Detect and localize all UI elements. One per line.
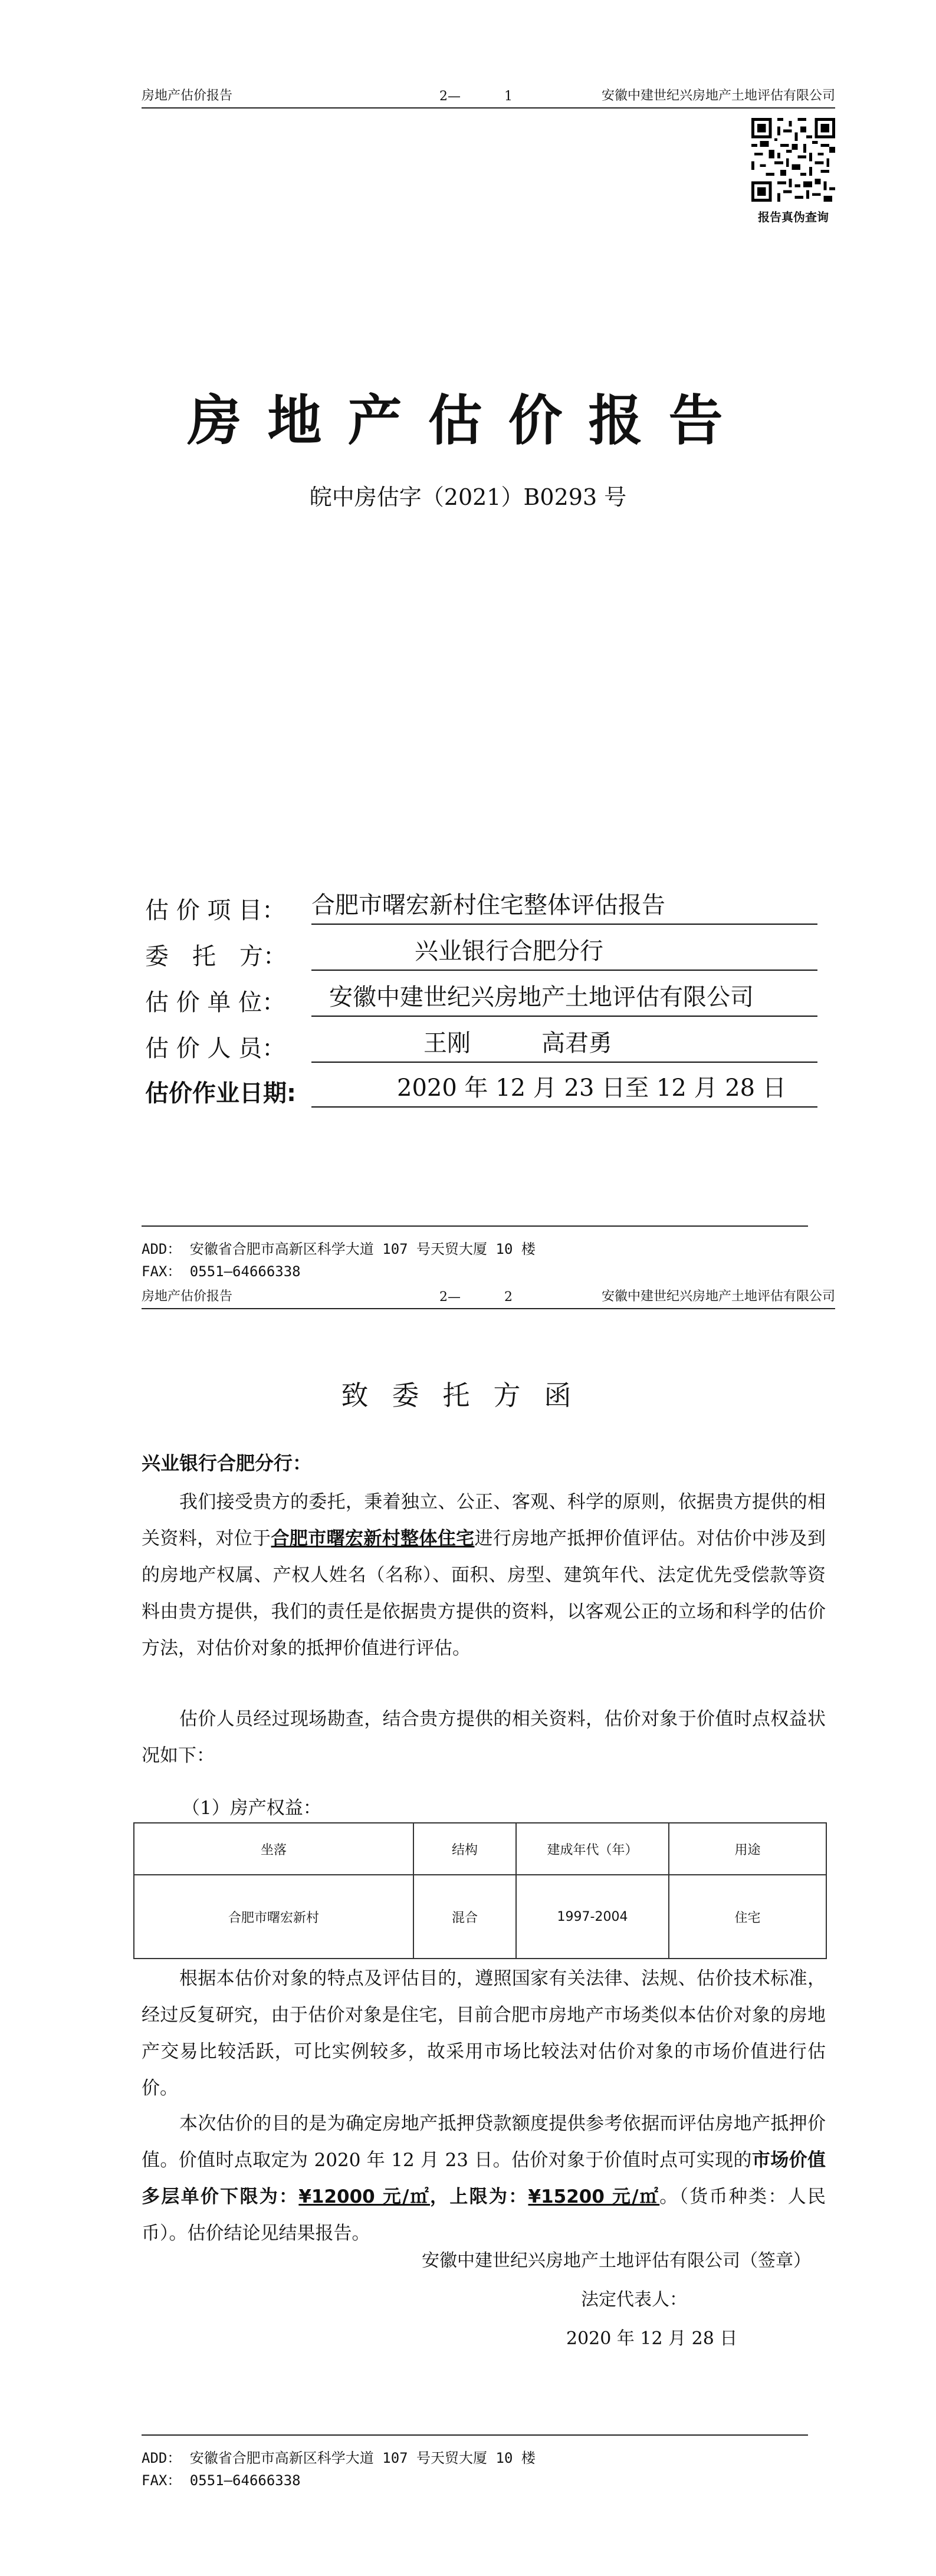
report-cover-page: [0, 0, 936, 1286]
header-page-number: 2: [504, 1290, 513, 1305]
sign-company: 安徽中建世纪兴房地产土地评估有限公司（签章）: [422, 2250, 811, 2271]
header-page-number: 1: [504, 89, 513, 104]
paragraph-conclusion: [142, 2105, 826, 2252]
field-value: 2020 年 12 月 23 日至 12 月 28 日: [397, 1075, 786, 1102]
text: 我们接受贵方的委托，秉着独立、公正、客观、科学的原则，依据贵方提供的相关资料，对位于: [142, 1491, 826, 1549]
table-header: 结构: [413, 1823, 516, 1875]
subject-property: 合肥市曙宏新村整体住宅: [271, 1528, 475, 1549]
paragraph-survey: 估价人员经过现场勘查，结合贵方提供的相关资料，估价对象于价值时点权益状况如下：: [142, 1708, 826, 1766]
page-header: [142, 90, 835, 109]
field-work-dates: [145, 1075, 817, 1108]
price-label: ，上限为：: [430, 2186, 528, 2207]
table-cell: 合肥市曙宏新村: [134, 1875, 413, 1959]
table-cell: 1997-2004: [516, 1875, 669, 1959]
rights-label: （1）房产权益：: [182, 1798, 321, 1819]
table-header: 用途: [669, 1823, 826, 1875]
table-header-row: [134, 1823, 826, 1875]
letter-title: 致委托方函: [341, 1379, 595, 1411]
table-cell: 混合: [413, 1875, 516, 1959]
field-value: 王刚 高君勇: [423, 1030, 612, 1057]
price-label: 市场价值多层单价下限为：: [142, 2150, 826, 2207]
field-label: 委 托 方：: [145, 943, 287, 970]
field-appraiser-org: [145, 984, 817, 1017]
letter-page: [0, 1286, 936, 2576]
field-value: 兴业银行合肥分行: [415, 938, 603, 965]
footer-fax: FAX： 0551—64666338: [142, 2472, 301, 2489]
text: 本次估价的目的是为确定房地产抵押贷款额度提供参考依据而评估房地产抵押价值。价值时点取定为 2020 年 12 月 23 日。估价对象于价值时点可实现的: [142, 2113, 826, 2171]
table-header: 坐落: [134, 1823, 413, 1875]
field-value: 合肥市曙宏新村住宅整体评估报告: [311, 892, 665, 919]
field-label: 估 价 单 位：: [145, 989, 286, 1016]
table-row: [134, 1875, 826, 1959]
field-label: 估价作业日期:: [145, 1080, 296, 1107]
salutation: 兴业银行合肥分行：: [142, 1452, 312, 1474]
qr-caption: 报告真伪查询: [758, 210, 829, 224]
header-page-prefix: 2—: [439, 89, 461, 104]
price-upper: ¥15200 元/㎡: [528, 2186, 660, 2207]
footer-divider: [142, 1225, 808, 1227]
qr-code-icon[interactable]: [751, 118, 835, 202]
table-cell: 住宅: [669, 1875, 826, 1959]
paragraph-method: 根据本估价对象的特点及评估目的，遵照国家有关法律、法规、估价技术标准，经过反复研究，由于估价对象是住宅，目前合肥市房地产市场类似本估价对象的房地产交易比较活跃，可比实例较多，故采用市场比较法对估价对象的市场价值进行估价。: [142, 1968, 826, 2099]
footer-fax: FAX： 0551—64666338: [142, 1263, 301, 1280]
report-title: 房地产估价报告: [187, 389, 749, 452]
field-label: 估 价 项 目：: [145, 897, 286, 924]
table-header: 建成年代（年）: [516, 1823, 669, 1875]
field-label: 估 价 人 员：: [145, 1035, 286, 1062]
price-lower: ¥12000 元/㎡: [298, 2186, 431, 2207]
field-client: [145, 938, 817, 971]
header-page-prefix: 2—: [439, 1290, 461, 1305]
text: 。（货币种类：人民币）。估价结论见结果报告。: [142, 2186, 826, 2244]
text: 进行房地产抵押价值评估。对估价中涉及到的房地产权属、产权人姓名（名称）、面积、房型、建筑年代、法定优先受偿款等资料由贵方提供，我们的责任是依据贵方提供的资料，以客观公正的立场和科学的估价方法，对估价对象的抵押价值进行评估。: [142, 1528, 826, 1659]
field-appraisers: [145, 1030, 817, 1063]
field-value: 安徽中建世纪兴房地产土地评估有限公司: [329, 984, 754, 1011]
document-number: 皖中房估字（2021）B0293 号: [309, 484, 627, 510]
footer-address: ADD： 安徽省合肥市高新区科学大道 107 号天贸大厦 10 楼: [142, 2450, 536, 2466]
rights-table: [133, 1822, 827, 1959]
footer-divider: [142, 2434, 808, 2436]
header-left: 房地产估价报告: [142, 88, 233, 103]
field-project: [145, 892, 817, 925]
page-header: [142, 1290, 835, 1309]
header-left: 房地产估价报告: [142, 1289, 233, 1304]
header-right: 安徽中建世纪兴房地产土地评估有限公司: [601, 88, 835, 103]
header-right: 安徽中建世纪兴房地产土地评估有限公司: [601, 1289, 835, 1304]
paragraph-intro: [142, 1484, 826, 1667]
sign-representative: 法定代表人：: [581, 2289, 687, 2310]
sign-date: 2020 年 12 月 28 日: [566, 2328, 738, 2349]
footer-address: ADD： 安徽省合肥市高新区科学大道 107 号天贸大厦 10 楼: [142, 1241, 536, 1257]
